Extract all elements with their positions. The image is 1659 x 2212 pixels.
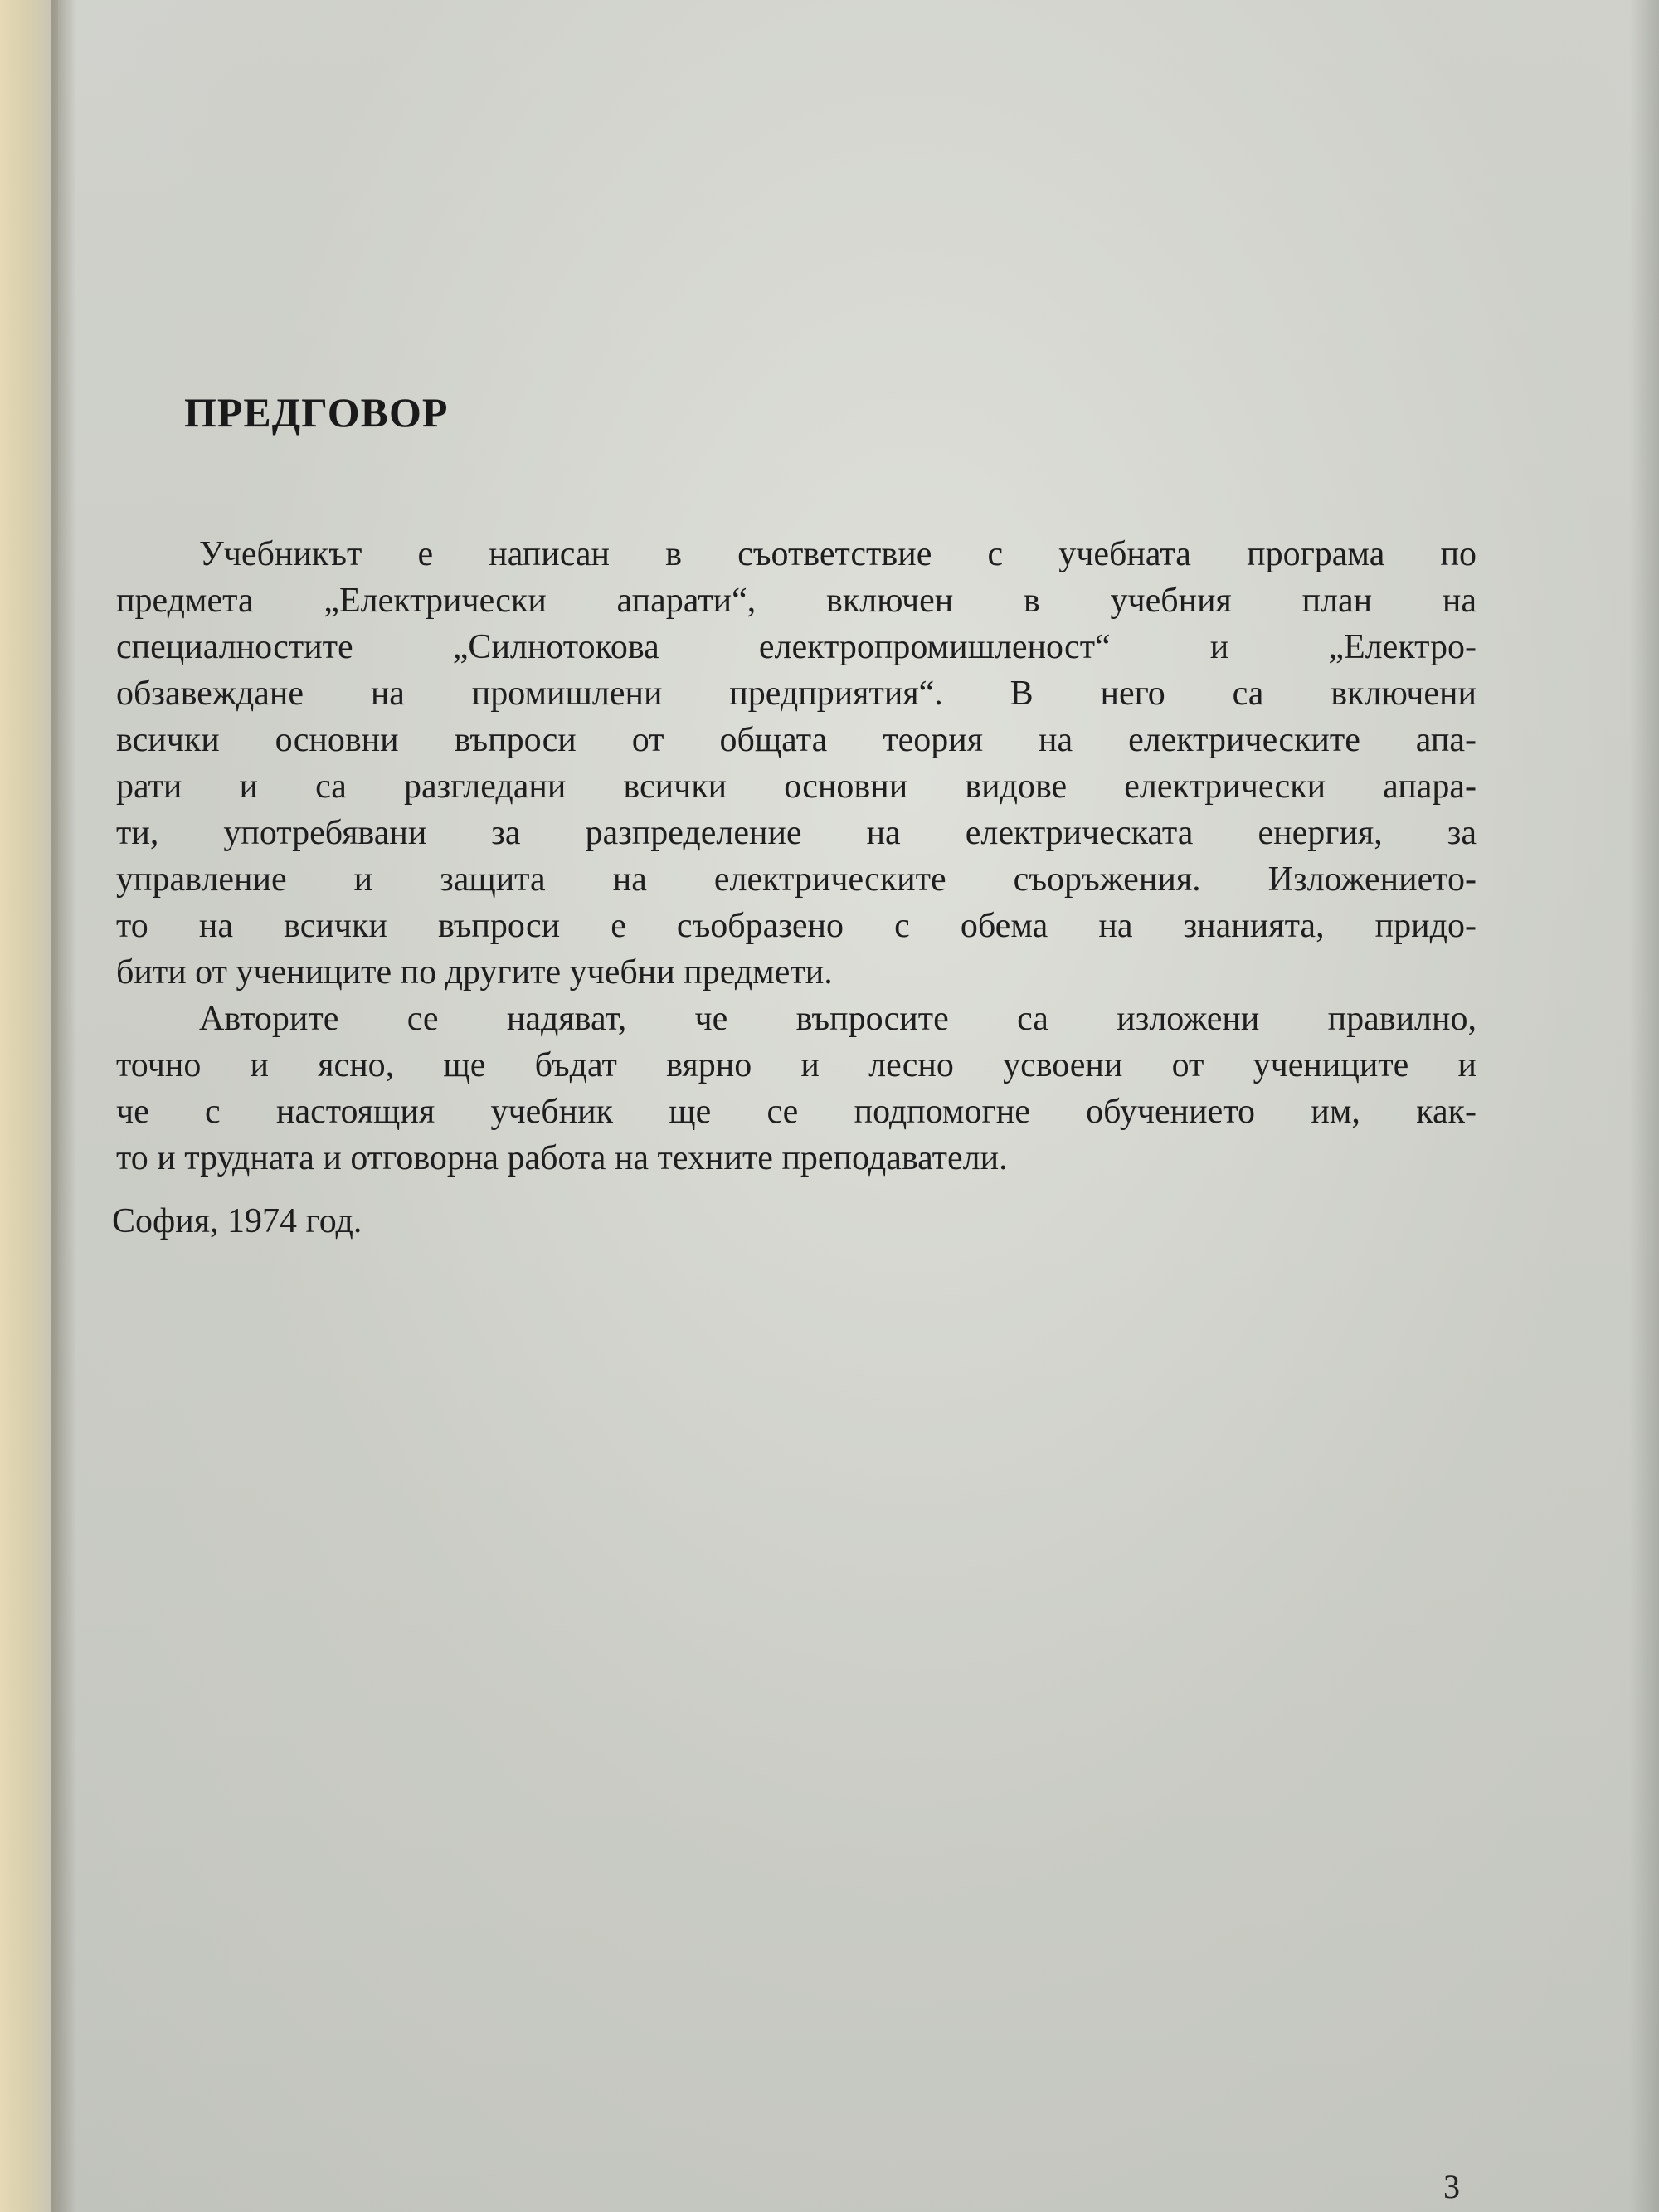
text-line: рати и са разгледани всички основни видове електрически апара- xyxy=(116,767,1477,806)
text-line: обзавеждане на промишлени предприятия“. В него са включени xyxy=(116,675,1477,713)
text-line: точно и ясно, ще бъдат вярно и лесно усвоени от учениците и xyxy=(116,1046,1477,1084)
page-number: 3 xyxy=(1443,2168,1460,2205)
text-line: управление и защита на електрическите съоръжения. Изложението- xyxy=(116,860,1477,899)
preface-body xyxy=(116,531,1477,1182)
text-line: Учебникът е написан в съответствие с учебната програма по xyxy=(199,535,1477,573)
paragraph-2 xyxy=(116,996,1477,1182)
gutter-shadow xyxy=(51,0,76,2212)
text-line: че с настоящия учебник ще се подпомогне обучението им, как- xyxy=(116,1093,1477,1131)
text-line: ти, употребявани за разпределение на електрическата енергия, за xyxy=(116,814,1477,852)
text-line: то и трудната и отговорна работа на техните преподаватели. xyxy=(116,1139,1008,1177)
text-line: то на всички въпроси е съобразено с обема на знанията, придо- xyxy=(116,907,1477,945)
place-and-date: София, 1974 год. xyxy=(112,1202,362,1240)
page-right-edge xyxy=(1629,0,1659,2212)
paragraph-1 xyxy=(116,531,1477,996)
page-gutter xyxy=(0,0,58,2212)
page-heading: ПРЕДГОВОР xyxy=(184,389,449,436)
text-line: предмета „Електрически апарати“, включен в учебния план на xyxy=(116,582,1477,620)
text-line: специалностите „Силнотокова електропромишленост“ и „Електро- xyxy=(116,628,1477,666)
text-line: Авторите се надяват, че въпросите са изложени правилно, xyxy=(199,1000,1477,1038)
text-line: всички основни въпроси от общата теория на електрическите апа- xyxy=(116,721,1477,759)
text-line: бити от учениците по другите учебни предмети. xyxy=(116,953,833,992)
